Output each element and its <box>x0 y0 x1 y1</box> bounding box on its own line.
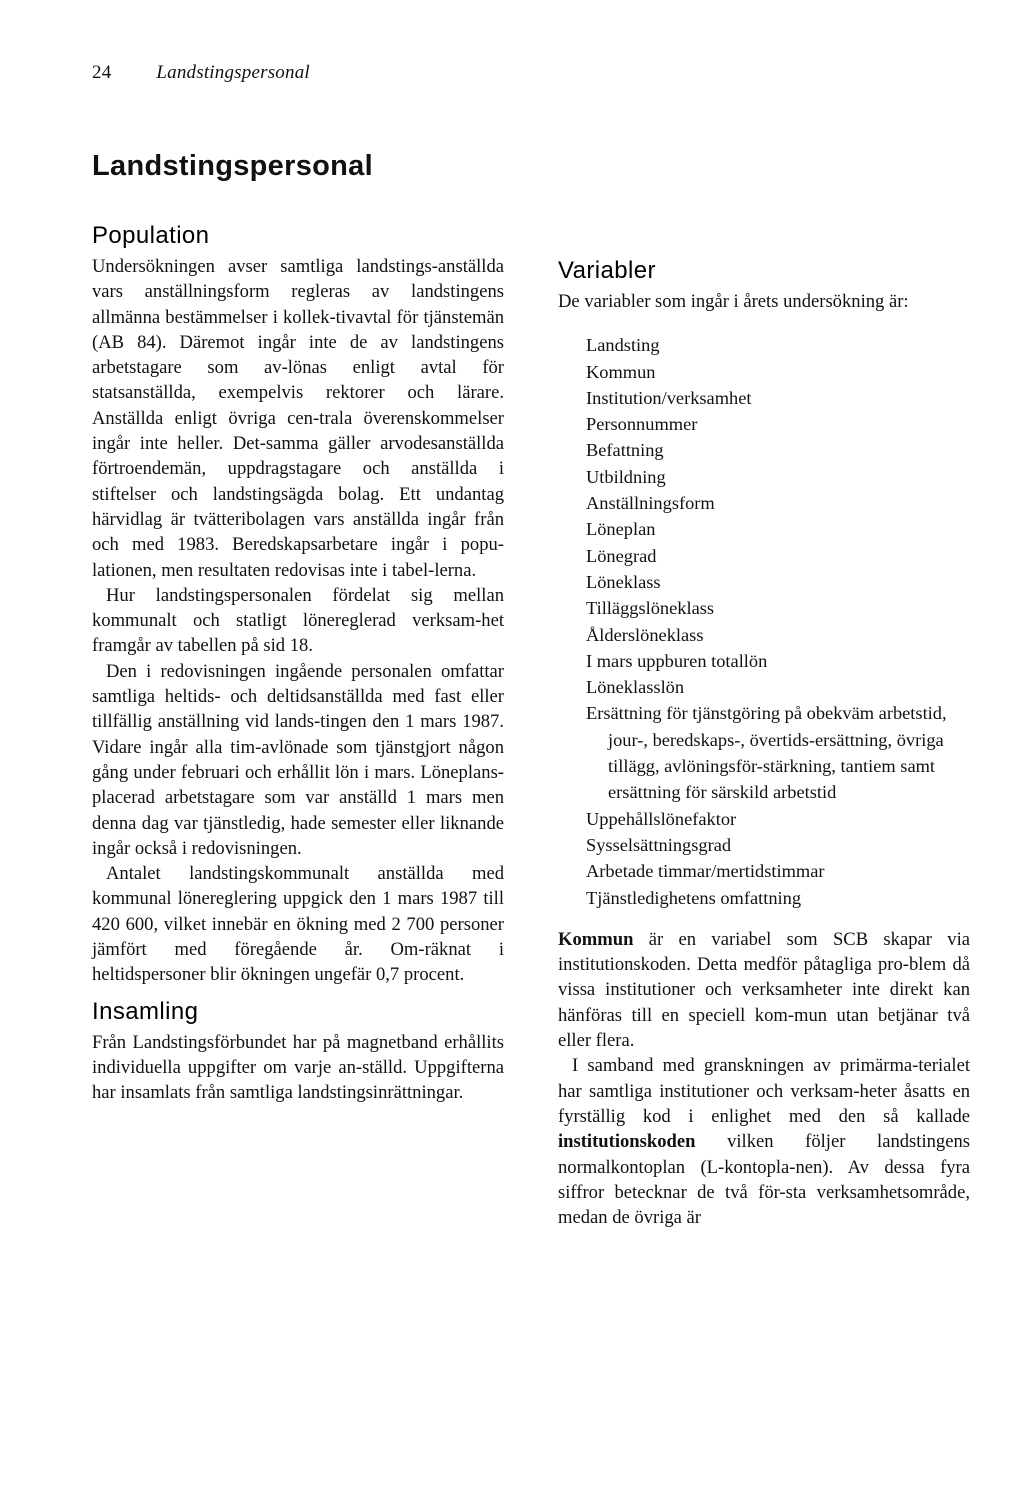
list-item: Institution/verksamhet <box>586 387 752 408</box>
population-paragraph-2: Hur landstingspersonalen fördelat sig mellan kommunalt och statligt lönereglerad verksam-het framgår av tabellen på sid 18. <box>92 584 504 657</box>
right-column <box>558 257 970 1230</box>
population-paragraph-4: Antalet landstingskommunalt anställda med kommunal lönereglering uppgick den 1 mars 1987 till 420 600, vilket innebär en ökning med 2 700 personer jämfört med föregående år. Om-räknat i heltidspersoner blir ökningen ungefär 0,7 procent. <box>92 863 504 986</box>
kommun-term: Kommun <box>558 928 634 950</box>
list-item: Uppehållslönefaktor <box>586 808 737 829</box>
variabler-intro: De variabler som ingår i årets undersökning är: <box>558 291 909 312</box>
variabler-section <box>558 257 970 1230</box>
list-item: Löneklasslön <box>586 677 685 698</box>
institutionskoden-term: institutionskoden <box>558 1131 696 1153</box>
list-item: Sysselsättningsgrad <box>586 834 732 855</box>
insamling-section <box>92 998 504 1106</box>
population-paragraph-1: Undersökningen avser samtliga landstings-anställda vars anställningsform regleras av landstingens allmänna bestämmelser i kollek-tivavtal för tjänstemän (AB 84). Däremot ingår inte de av landstingens arbetstagare som av-lönas enligt avtal för statsanställda, exempelvis rektorer och lärare. Anställda enligt övriga cen-trala överenskommelser ingår inte heller. Det-samma gäller arvodesanställda förtroendemän, uppdragstagare och anställda i stiftelser och landstingsägda bolag. Ett undantag härvidlag är tvätteribolagen vars anställda ingår från och med 1983. Beredskapsarbetare ingår i popu-lationen, men resultaten redovisas inte i tabel-lerna. <box>92 256 504 581</box>
samband-text-after: vilken följer landstingens normalkontoplan (L-kontopla-nen). Av dessa fyra siffror betecknar de två för-sta verksamhetsområde, medan de övriga är <box>558 1131 970 1229</box>
samband-text-before: I samband med granskningen av primärma-terialet har samtliga institutioner och verksam-heter åsatts en fyrställig kod i enlighet med den så kallade <box>558 1055 970 1127</box>
page-number: 24 <box>92 62 112 83</box>
list-item: Utbildning <box>586 466 666 487</box>
left-column <box>92 222 504 1106</box>
variabler-heading: Variabler <box>558 257 656 284</box>
list-item: Befattning <box>586 440 664 461</box>
running-title: Landstingspersonal <box>156 62 310 83</box>
kommun-paragraph-text: är en variabel som SCB skapar via institutionskoden. Detta medför påtagliga pro-blem då vissa institutioner och verksamheter inte direkt kan hänföras till en speciell kom-mun utan betjänar två eller flera. <box>558 928 970 1052</box>
kommun-paragraph <box>558 927 970 1053</box>
list-item: Arbetade timmar/mertidstimmar <box>586 861 825 882</box>
list-item: Lönegrad <box>586 545 657 566</box>
list-item: Kommun <box>586 361 656 382</box>
list-item: Löneklass <box>586 571 661 592</box>
list-item: Anställningsform <box>586 493 715 514</box>
list-item: Ersättning för tjänstgöring på obekväm arbetstid, jour-, beredskaps-, övertids-ersättning, övriga tillägg, avlöningsför-stärkning, tantiem samt ersättning för särskild arbetstid <box>586 703 947 803</box>
samband-paragraph <box>558 1053 970 1230</box>
page-title: Landstingspersonal <box>92 150 373 182</box>
population-heading: Population <box>92 222 210 249</box>
list-item: Ålderslöneklass <box>586 624 704 645</box>
variable-list <box>558 332 970 911</box>
insamling-paragraph: Från Landstingsförbundet har på magnetband erhållits individuella uppgifter om varje an-ställd. Uppgifterna har insamlats från samtliga landstingsinrättningar. <box>92 1031 504 1104</box>
list-item: Löneplan <box>586 519 656 540</box>
population-section <box>92 222 504 988</box>
list-item: Landsting <box>586 335 660 356</box>
population-paragraph-3: Den i redovisningen ingående personalen omfattar samtliga heltids- och deltidsanställda med fast eller tillfällig anställning vid lands-tingen den 1 mars 1987. Vidare ingår alla tim-avlönade som tjänstgjort någon gång under februari och erhållit lön i mars. Löneplans-placerad arbetstagare som var anställd 1 mars men denna dag var tjänstledig, hade semester eller liknande ingår också i redovisningen. <box>92 660 504 859</box>
running-head <box>92 62 310 84</box>
list-item: Personnummer <box>586 414 698 435</box>
variabler-body <box>558 927 970 1231</box>
list-item: Tjänstledighetens omfattning <box>586 887 802 908</box>
list-item: I mars uppburen totallön <box>586 650 768 671</box>
insamling-heading: Insamling <box>92 997 199 1025</box>
list-item: Tilläggslöneklass <box>586 598 715 619</box>
